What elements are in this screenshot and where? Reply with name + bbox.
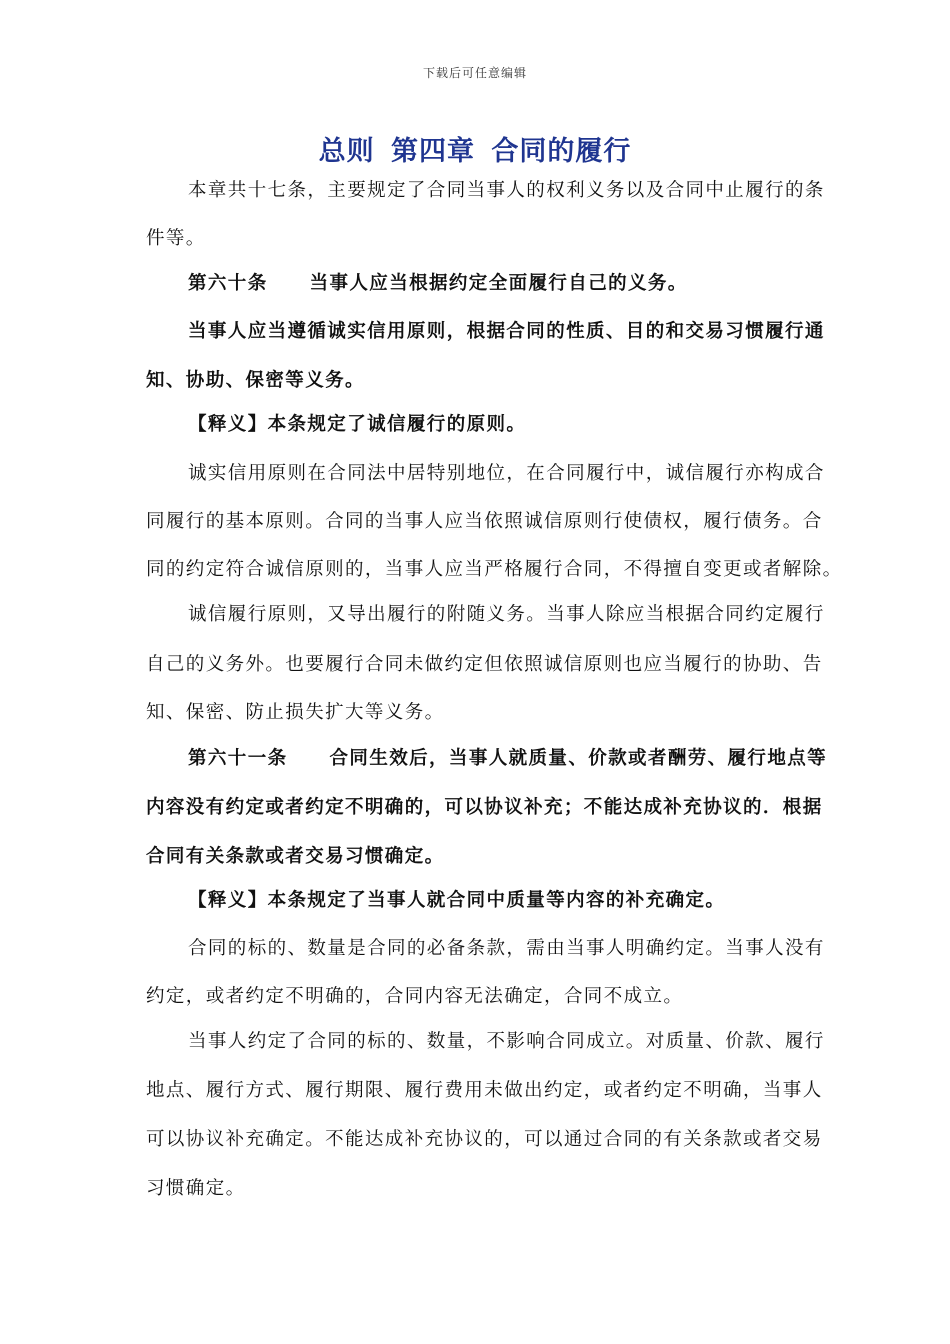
intro-line-2: 件等。 (146, 228, 206, 249)
para-4-line-3: 可以协议补充确定。不能达成补充协议的，可以通过合同的有关条款或者交易 (146, 1129, 823, 1150)
para-2-line-2: 自己的义务外。也要履行合同未做约定但依照诚信原则也应当履行的协助、告 (146, 654, 823, 675)
para-4-line-2: 地点、履行方式、履行期限、履行费用未做出约定，或者约定不明确，当事人 (146, 1080, 823, 1101)
para-4-line-4: 习惯确定。 (146, 1178, 246, 1199)
article-60-line-2: 当事人应当遵循诚实信用原则，根据合同的性质、目的和交易习惯履行通 (188, 321, 825, 342)
article-61-heading (188, 744, 827, 770)
article-60-heading (188, 269, 688, 295)
para-1-line-2: 同履行的基本原则。合同的当事人应当依照诚信原则行使债权，履行债务。合 (146, 511, 823, 532)
para-2-line-1: 诚信履行原则，又导出履行的附随义务。当事人除应当根据合同约定履行 (188, 604, 825, 625)
intro-line-1: 本章共十七条，主要规定了合同当事人的权利义务以及合同中止履行的条 (188, 180, 825, 201)
para-3-line-2: 约定，或者约定不明确的，合同内容无法确定，合同不成立。 (146, 986, 684, 1007)
article-60-number: 第六十条 (188, 273, 268, 294)
article-60-text: 当事人应当根据约定全面履行自己的义务。 (309, 273, 688, 294)
page-title: 总则 第四章 合同的履行 (318, 136, 632, 167)
article-60-interpretation: 【释义】本条规定了诚信履行的原则。 (188, 414, 527, 435)
article-61-interpretation: 【释义】本条规定了当事人就合同中质量等内容的补充确定。 (188, 890, 726, 911)
article-61-line-2: 内容没有约定或者约定不明确的，可以协议补充；不能达成补充协议的．根据 (146, 797, 823, 818)
para-2-line-3: 知、保密、防止损失扩大等义务。 (146, 702, 445, 723)
para-4-line-1: 当事人约定了合同的标的、数量，不影响合同成立。对质量、价款、履行 (188, 1031, 825, 1052)
article-61-number: 第六十一条 (188, 748, 288, 769)
para-3-line-1: 合同的标的、数量是合同的必备条款，需由当事人明确约定。当事人没有 (188, 938, 825, 959)
article-60-line-3: 知、协助、保密等义务。 (146, 370, 365, 391)
para-1-line-3: 同的约定符合诚信原则的，当事人应当严格履行合同，不得擅自变更或者解除。 (146, 559, 843, 580)
header-note: 下载后可任意编辑 (422, 66, 527, 80)
article-61-text: 合同生效后，当事人就质量、价款或者酬劳、履行地点等 (329, 748, 828, 769)
article-61-line-3: 合同有关条款或者交易习惯确定。 (146, 846, 445, 867)
para-1-line-1: 诚实信用原则在合同法中居特别地位，在合同履行中，诚信履行亦构成合 (188, 463, 825, 484)
